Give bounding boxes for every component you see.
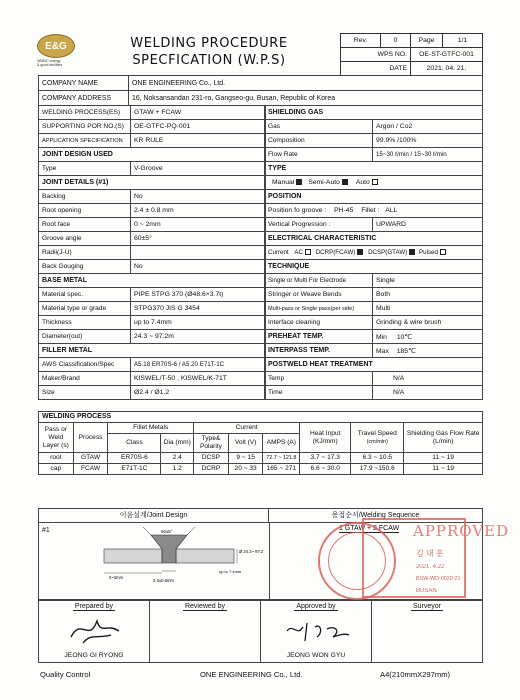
manual-checkbox[interactable]	[296, 179, 302, 185]
table-row	[39, 453, 483, 464]
stamp-city: BUSAN	[416, 588, 437, 594]
welding-sequence-text: 1 GTAW + 2 FCAW	[339, 525, 400, 532]
vertical-label: Vertical Progression :	[265, 218, 373, 232]
temp-label: Temp	[265, 372, 373, 386]
col-current: Current	[194, 423, 300, 434]
rev-label: Rev.	[341, 34, 381, 48]
type-label: Type	[39, 162, 131, 176]
root-face-label: Root face	[39, 218, 131, 232]
dcsp-checkbox[interactable]	[409, 249, 415, 255]
surveyor-label	[372, 603, 482, 610]
prepared-by-label	[39, 603, 149, 610]
diameter-label: Diameter(out)	[39, 330, 131, 344]
col-amps: AMPS (A)	[263, 434, 300, 453]
page-value: 1/1	[443, 34, 483, 48]
joint-design-divider	[269, 523, 270, 601]
row-cap-class: E71T-1C	[108, 464, 161, 475]
row-root-class: ER70S-6	[108, 453, 161, 464]
angle-line-left	[143, 527, 151, 535]
approval-stamp	[318, 518, 510, 602]
dcsp-label: DCSP(GTAW)	[368, 249, 408, 256]
row-root-volt: 9 ~ 15	[228, 453, 263, 464]
company-table	[38, 75, 483, 106]
angle-line-right	[187, 527, 195, 535]
rev-value: 0	[381, 34, 411, 48]
ac-label: AC	[294, 249, 303, 256]
position-groove-label: Position fo groove :	[268, 207, 327, 214]
semi-auto-label: Semi-Auto	[308, 179, 340, 186]
footer-right: A4(210mmX297mm)	[380, 670, 451, 679]
time-label: Time	[265, 386, 373, 400]
material-type-label: Material type or grade	[39, 302, 131, 316]
reviewed-by-text: Reviewed by	[184, 603, 226, 610]
type-value: V-Groove	[131, 162, 266, 176]
stringer-value: Both	[373, 288, 483, 302]
reviewed-by-cell	[150, 601, 261, 662]
approved-signature-icon	[283, 617, 353, 645]
row-cap-dia: 1.2	[161, 464, 194, 475]
row-root-polarity: DCSP	[194, 453, 229, 464]
travel-speed-unit: (cm/min)	[366, 438, 388, 445]
groove-angle-label: Groove angle	[39, 232, 131, 246]
row-cap-flow: 11 ~ 19	[404, 464, 483, 475]
approved-by-cell	[261, 601, 372, 662]
root-opening-label: Root opening	[39, 204, 131, 218]
interface-value: Grinding & wire brush	[373, 316, 483, 330]
stringer-label: Stringer or Weave Bends	[265, 288, 373, 302]
angle-label: 60±5°	[161, 529, 173, 534]
prepared-by-name: JEONG GI RYONG	[64, 652, 124, 659]
company-name-label: COMPANY NAME	[39, 76, 129, 91]
interpass-max: Max	[376, 347, 389, 355]
app-spec-value: KR RULE	[131, 134, 266, 148]
groove-angle-value: 60±5°	[131, 232, 266, 246]
col-travel-speed	[351, 423, 404, 453]
row-root-amps: 72.7 ~ 121.8	[263, 453, 300, 464]
manual-label: Manual	[272, 179, 295, 186]
joint-design-title: 이음설계/Joint Design	[39, 509, 269, 523]
row-root-heat: 3.7 ~ 17.3	[300, 453, 351, 464]
joint-design-used-heading: JOINT DESIGN USED	[39, 148, 266, 162]
preheat-value: 10℃	[396, 333, 413, 341]
logo-tagline-1: WMNC energy	[37, 59, 61, 63]
welding-sequence-title: 용접순서/Welding Sequence	[269, 509, 482, 523]
col-shield-flow: Shielding Gas Flow Rate (L/min)	[404, 423, 483, 453]
col-pass: Pass or Weld Layer (s)	[39, 423, 74, 453]
surveyor-text: Surveyor	[412, 603, 441, 610]
row-cap-process: FCAW	[73, 464, 108, 475]
surveyor-cell	[372, 601, 482, 662]
root-face-value: 0 ~ 2mm	[131, 218, 266, 232]
vertical-value: UPWARD	[373, 218, 483, 232]
row-cap-speed: 17.9 ~150.6	[351, 464, 404, 475]
single-multi-value: Single	[373, 274, 483, 288]
root-opening-value: 2.4 ± 0.8 mm	[131, 204, 266, 218]
row-cap-polarity: DCRP	[194, 464, 229, 475]
right-spec-table	[264, 105, 483, 400]
interpass-cell	[373, 344, 483, 358]
material-spec-value: PIPE STPG 370 (Ø48.6×3.7t)	[131, 288, 266, 302]
col-heat-input: Heat Input (KJ/mm)	[300, 423, 351, 453]
technique-heading: TECHNIQUE	[265, 260, 483, 274]
company-name-value: ONE ENGINEERING Co., Ltd.	[129, 76, 483, 91]
col-class: Class	[108, 434, 161, 453]
right-plate	[176, 549, 234, 563]
approved-by-label	[261, 603, 371, 610]
filler-metal-heading: FILLER METAL	[39, 344, 266, 358]
col-process: Process	[73, 423, 108, 453]
material-spec-label: Material spec.	[39, 288, 131, 302]
wps-label: WPS NO.	[341, 48, 411, 62]
welding-process-table	[38, 411, 483, 475]
welding-process-value: GTAW + FCAW	[131, 106, 266, 120]
reviewed-by-label	[150, 603, 260, 610]
dcrp-label: DCRP(FCAW)	[315, 249, 356, 256]
title-line-1: WELDING PROCEDURE	[130, 36, 288, 51]
prepared-by-cell	[39, 601, 150, 662]
row-cap-volt: 20 ~ 33	[228, 464, 263, 475]
row-root-pass: root	[39, 453, 74, 464]
opening-label: 2.4±0.8mm	[153, 578, 174, 583]
maker-label: Maker/Brand	[39, 372, 131, 386]
composition-label: Composition	[265, 134, 373, 148]
pqr-label: SUPPORTING POR NO.(S)	[39, 120, 131, 134]
pwht-heading: POSTWELD HEAT TREATMENT	[265, 358, 483, 372]
row-root-dia: 2.4	[161, 453, 194, 464]
thickness-value: up to 7.4mm	[131, 316, 266, 330]
travel-speed-label: Travel Speed	[357, 429, 397, 437]
left-spec-table	[38, 105, 266, 400]
gas-value: Argon / Co2	[373, 120, 483, 134]
preheat-cell	[373, 330, 483, 344]
auto-label: Auto	[355, 179, 370, 186]
aws-value: A5.18 ER70S-6 / A5.20 E71T-1C	[131, 358, 266, 372]
dcrp-checkbox[interactable]	[357, 249, 363, 255]
fillet-label: Fillet :	[361, 207, 380, 214]
company-address-value: 16, Noksansandan 231-ro, Gangseo-gu, Busan, Republic of Korea	[129, 91, 483, 106]
back-gouging-value: No	[131, 260, 266, 274]
table-row	[39, 464, 483, 475]
row-cap-heat: 6.6 ~ 30.0	[300, 464, 351, 475]
type-heading: TYPE	[265, 162, 483, 176]
preheat-label: PREHEAT TEMP.	[265, 330, 373, 344]
size-value: Ø2.4 / Ø1.2	[131, 386, 266, 400]
multipass-value: Multi	[373, 302, 483, 316]
logo-tagline-2: & good facilities	[37, 63, 63, 67]
stamp-inspector: 김 대 훈	[416, 549, 444, 558]
pulsed-checkbox[interactable]	[440, 249, 446, 255]
preheat-min: Min	[376, 333, 387, 341]
footer-center: ONE ENGINEERING Co., Ltd.	[200, 670, 303, 679]
semi-auto-checkbox[interactable]	[342, 179, 348, 185]
ac-checkbox[interactable]	[305, 249, 311, 255]
gas-label: Gas	[265, 120, 373, 134]
wps-value: OE-ST-GTFC-001	[411, 48, 483, 62]
radius-value	[131, 246, 266, 260]
interface-label: Interface cleaning	[265, 316, 373, 330]
title-line-2: SPECFICATION (W.P.S)	[132, 53, 286, 68]
prepared-by-text: Prepared by	[74, 603, 114, 610]
approved-by-text: Approved by	[296, 603, 336, 610]
thickness-label: Thickness	[39, 316, 131, 330]
page-label: Page	[411, 34, 443, 48]
position-heading: POSITION	[265, 190, 483, 204]
interpass-value: 185℃	[396, 347, 416, 355]
signature-section	[38, 600, 483, 663]
root-gap-label: 0~3mm	[109, 575, 124, 580]
diameter-value: 24.3 ~ 97.2m	[131, 330, 266, 344]
base-metal-heading: BASE METAL	[39, 274, 266, 288]
position-groove-value: PH-45	[334, 207, 354, 214]
company-logo	[37, 34, 75, 68]
interpass-label: INTERPASS TEMP.	[265, 344, 373, 358]
auto-checkbox[interactable]	[372, 179, 378, 185]
fillet-value: ALL	[385, 207, 398, 214]
date-label: DATE	[341, 62, 411, 76]
row-root-flow: 11 ~ 19	[404, 453, 483, 464]
revision-table	[340, 33, 483, 76]
flow-rate-label: Flow Rate	[265, 148, 373, 162]
backing-value: No	[131, 190, 266, 204]
multipass-label: Multi-pass or Single pass(per side)	[265, 302, 373, 316]
maker-value: KISWEL/T-50 , KISWEL/K-71T	[131, 372, 266, 386]
flow-rate-value: 15~30 ℓ/min / 15~30 ℓ/min	[373, 148, 483, 162]
date-value: 2021. 04. 21.	[411, 62, 483, 76]
single-multi-label: Single or Multi For Electrode	[265, 274, 373, 288]
current-row	[265, 246, 483, 260]
material-type-value: STPG370 JIS G 3454	[131, 302, 266, 316]
approved-by-name: JEONG WON GYU	[286, 652, 346, 659]
joint-number: #1	[42, 527, 50, 534]
diameter-label-drawing: Ø 24.3~ 97.2	[239, 549, 264, 554]
current-label: Current	[268, 249, 289, 256]
composition-value: 99.9% /100%	[373, 134, 483, 148]
joint-design-drawing	[79, 527, 269, 599]
stamp-date: 2021. 4.22	[416, 564, 445, 570]
welding-process-label: WELDING PROCESS(ES)	[39, 106, 131, 120]
pulsed-label: Pulsed	[419, 249, 438, 256]
temp-value: N/A	[373, 372, 483, 386]
app-spec-label: APPLICATION SPECIFICATION	[39, 134, 131, 148]
col-volt: Volt (V)	[228, 434, 263, 453]
thickness-label-drawing: up to 7.4mm	[219, 569, 242, 574]
left-plate	[104, 549, 162, 563]
footer-left: Quality Control	[40, 670, 91, 679]
welding-process-title: WELDING PROCESS	[39, 412, 483, 423]
radius-label: Radii(J-U)	[39, 246, 131, 260]
company-address-label: COMPANY ADDRESS	[39, 91, 129, 106]
stamp-ref: BSW-WD-0020-21	[416, 576, 461, 582]
backing-label: Backing	[39, 190, 131, 204]
col-type-polarity: Type& Polarity	[194, 434, 229, 453]
size-label: Size	[39, 386, 131, 400]
aws-label: AWS Classification/Spec	[39, 358, 131, 372]
prepared-signature-icon	[67, 613, 127, 647]
logo-tagline	[37, 59, 81, 67]
electrical-heading: ELECTRICAL CHARACTERISTIC	[265, 232, 483, 246]
row-root-process: GTAW	[73, 453, 108, 464]
shielding-gas-heading: SHIELDING GAS	[265, 106, 483, 120]
logo-mark: E&G	[37, 34, 75, 58]
back-gouging-label: Back Gouging	[39, 260, 131, 274]
row-root-speed: 6.3 ~ 10.5	[351, 453, 404, 464]
row-cap-amps: 165 ~ 271	[263, 464, 300, 475]
joint-details-heading: JOINT DETAILS (#1)	[39, 176, 266, 190]
position-groove-row	[265, 204, 483, 218]
col-filler: Fillet Metals	[108, 423, 194, 434]
type-options	[265, 176, 483, 190]
document-title	[80, 33, 338, 75]
pqr-value: OE-GTFC-PQ-001	[131, 120, 266, 134]
col-dia: Dia (mm)	[161, 434, 194, 453]
row-cap-pass: cap	[39, 464, 74, 475]
stamp-approved-text: APPROVED	[413, 522, 510, 540]
time-value: N/A	[373, 386, 483, 400]
